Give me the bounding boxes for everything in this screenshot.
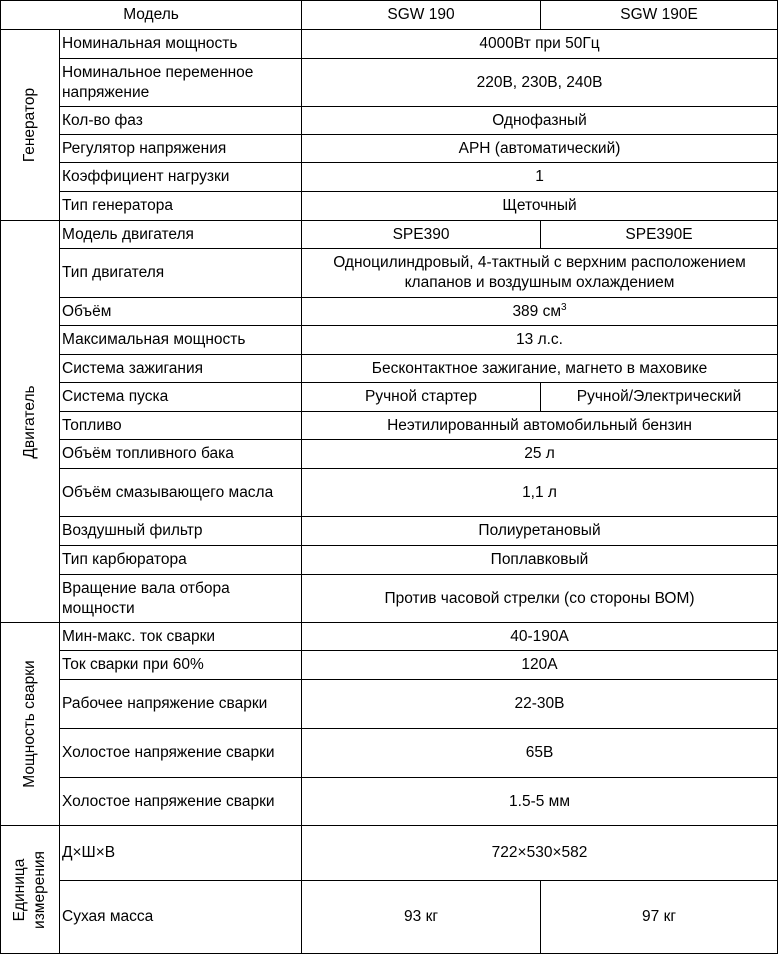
table-row bbox=[1, 355, 778, 383]
row-label: Тип генератора bbox=[60, 192, 302, 221]
section-label-units bbox=[10, 851, 50, 929]
row-value: 220В, 230В, 240В bbox=[302, 59, 778, 107]
row-value: 120А bbox=[302, 651, 778, 680]
row-label: Объём смазывающего масла bbox=[60, 469, 302, 517]
section-label-generator: Генератор bbox=[21, 87, 38, 163]
table-row bbox=[1, 881, 778, 954]
row-value: Неэтилированный автомобильный бензин bbox=[302, 412, 778, 440]
row-value bbox=[302, 298, 778, 326]
table-row bbox=[1, 826, 778, 881]
row-value: Поплавковый bbox=[302, 546, 778, 575]
table-row bbox=[1, 680, 778, 729]
row-label: Объём bbox=[60, 298, 302, 326]
table-row bbox=[1, 298, 778, 326]
row-label: Коэффициент нагрузки bbox=[60, 163, 302, 192]
table-row bbox=[1, 729, 778, 778]
row-value: Однофазный bbox=[302, 107, 778, 135]
row-label: Холостое напряжение сварки bbox=[60, 778, 302, 826]
table-row bbox=[1, 575, 778, 623]
row-label: Система зажигания bbox=[60, 355, 302, 383]
header-param: Модель bbox=[1, 1, 302, 30]
row-value: 22-30В bbox=[302, 680, 778, 729]
table-row bbox=[1, 221, 778, 249]
row-label: Номинальная мощность bbox=[60, 30, 302, 59]
row-value: Бесконтактное зажигание, магнето в маховике bbox=[302, 355, 778, 383]
row-label: Номинальное переменное напряжение bbox=[60, 59, 302, 107]
displacement-value: 389 см bbox=[512, 302, 562, 320]
table-row bbox=[1, 623, 778, 651]
row-value: Щеточный bbox=[302, 192, 778, 221]
row-label: Вращение вала отбора мощности bbox=[60, 575, 302, 623]
row-label: Ток сварки при 60% bbox=[60, 651, 302, 680]
table-row bbox=[1, 163, 778, 192]
row-value: SPE390E bbox=[541, 221, 778, 249]
row-value: 97 кг bbox=[541, 881, 778, 954]
row-value: 65В bbox=[302, 729, 778, 778]
table-row bbox=[1, 469, 778, 517]
row-value: 1 bbox=[302, 163, 778, 192]
row-value: 1.5-5 мм bbox=[302, 778, 778, 826]
section-label-units-line1: Единица bbox=[11, 858, 28, 921]
row-label: Объём топливного бака bbox=[60, 440, 302, 469]
header-model-sgw190: SGW 190 bbox=[302, 1, 541, 30]
row-label: Регулятор напряжения bbox=[60, 135, 302, 163]
row-value: Против часовой стрелки (со стороны ВОМ) bbox=[302, 575, 778, 623]
row-value: Одноцилиндровый, 4-тактный с верхним расположением клапанов и воздушным охлаждением bbox=[302, 249, 778, 298]
table-row bbox=[1, 778, 778, 826]
table-row bbox=[1, 192, 778, 221]
table-row bbox=[1, 546, 778, 575]
table-row bbox=[1, 30, 778, 59]
row-value: 40-190А bbox=[302, 623, 778, 651]
row-label: Холостое напряжение сварки bbox=[60, 729, 302, 778]
section-engine bbox=[1, 221, 60, 623]
row-value: 1,1 л bbox=[302, 469, 778, 517]
section-label-engine: Двигатель bbox=[21, 384, 38, 459]
row-label: Топливо bbox=[60, 412, 302, 440]
row-value: Ручной/Электрический bbox=[541, 383, 778, 412]
row-value: 13 л.с. bbox=[302, 326, 778, 355]
row-value: Ручной стартер bbox=[302, 383, 541, 412]
section-units bbox=[1, 826, 60, 954]
header-model-sgw190e: SGW 190E bbox=[541, 1, 778, 30]
header-row bbox=[1, 1, 778, 30]
table-row bbox=[1, 107, 778, 135]
row-label: Тип двигателя bbox=[60, 249, 302, 298]
section-generator bbox=[1, 30, 60, 221]
row-label: Модель двигателя bbox=[60, 221, 302, 249]
row-value: АРН (автоматический) bbox=[302, 135, 778, 163]
table-row bbox=[1, 383, 778, 412]
row-label: Кол-во фаз bbox=[60, 107, 302, 135]
displacement-unit-sup: 3 bbox=[561, 301, 567, 313]
table-row bbox=[1, 59, 778, 107]
row-label: Тип карбюратора bbox=[60, 546, 302, 575]
row-label: Максимальная мощность bbox=[60, 326, 302, 355]
row-value: 93 кг bbox=[302, 881, 541, 954]
row-value: 4000Вт при 50Гц bbox=[302, 30, 778, 59]
row-value: SPE390 bbox=[302, 221, 541, 249]
row-value: 722×530×582 bbox=[302, 826, 778, 881]
row-label: Рабочее напряжение сварки bbox=[60, 680, 302, 729]
row-label: Мин-макс. ток сварки bbox=[60, 623, 302, 651]
section-welding bbox=[1, 623, 60, 826]
table-row bbox=[1, 651, 778, 680]
section-label-welding: Мощность сварки bbox=[21, 660, 38, 788]
table-row bbox=[1, 326, 778, 355]
table-row bbox=[1, 517, 778, 546]
row-label: Д×Ш×В bbox=[60, 826, 302, 881]
row-label: Система пуска bbox=[60, 383, 302, 412]
row-label: Сухая масса bbox=[60, 881, 302, 954]
section-label-units-line2: измерения bbox=[31, 850, 48, 929]
table-row bbox=[1, 135, 778, 163]
table-row bbox=[1, 412, 778, 440]
row-label: Воздушный фильтр bbox=[60, 517, 302, 546]
table-row bbox=[1, 249, 778, 298]
row-value: Полиуретановый bbox=[302, 517, 778, 546]
row-value: 25 л bbox=[302, 440, 778, 469]
table-row bbox=[1, 440, 778, 469]
